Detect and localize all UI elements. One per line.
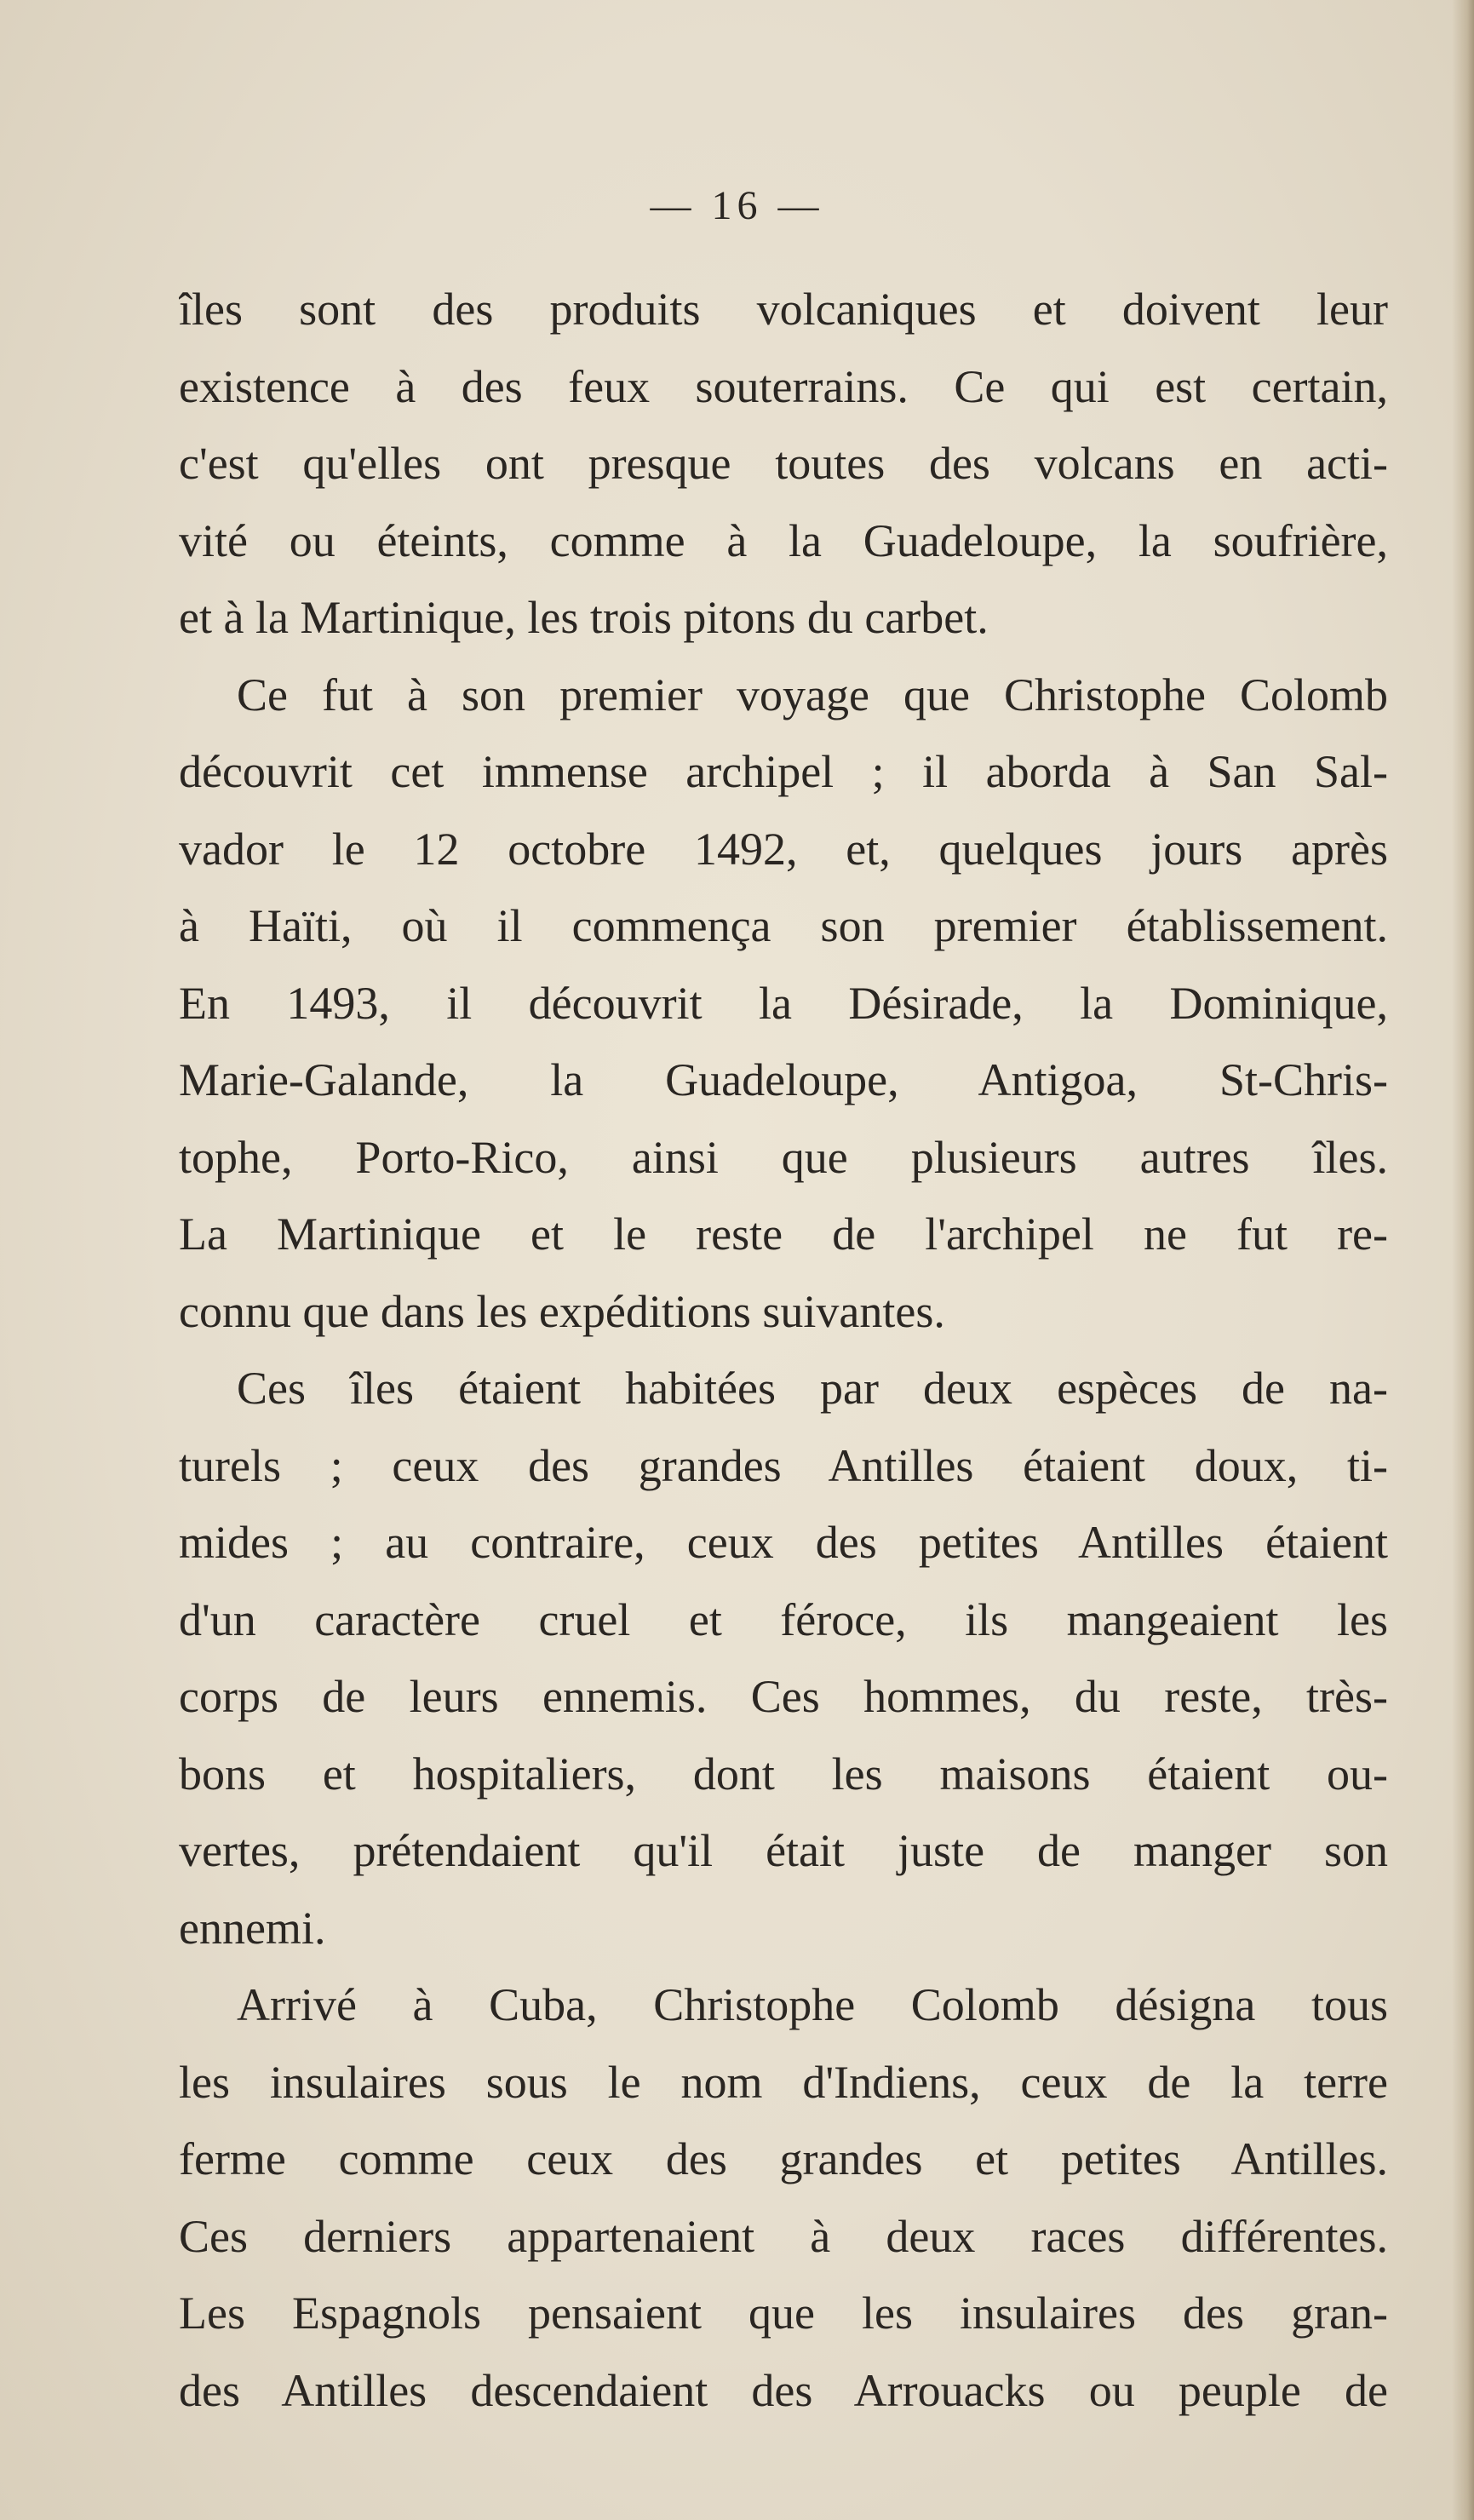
text-line: c'est qu'elles ont presque toutes des volcans en acti- [179,438,1388,489]
text-line: vité ou éteints, comme à la Guadeloupe, la soufrière, [179,514,1388,566]
paragraph-start-line: Ces îles étaient habitées par deux espèces de na- [237,1363,1388,1414]
text-line: découvrit cet immense archipel ; il aborda à San Sal- [179,746,1388,797]
paragraph-start-line: Ce fut à son premier voyage que Christophe Colomb [237,669,1388,720]
page-edge-shadow [1452,0,1474,2520]
text-line: ennemi. [179,1902,326,1954]
text-line: tophe, Porto-Rico, ainsi que plusieurs autres îles. [179,1131,1388,1183]
text-line: vador le 12 octobre 1492, et, quelques jours après [179,823,1388,875]
text-line: vertes, prétendaient qu'il était juste de manger son [179,1825,1388,1876]
page-number: — 16 — [650,183,824,228]
text-line: Les Espagnols pensaient que les insulaires des gran- [179,2288,1388,2339]
text-line: corps de leurs ennemis. Ces hommes, du reste, très- [179,1671,1388,1722]
text-line: à Haïti, où il commença son premier établissement. [179,900,1388,951]
text-line: existence à des feux souterrains. Ce qui est certain, [179,360,1388,412]
text-line: La Martinique et le reste de l'archipel ne fut re- [179,1208,1388,1260]
text-line: ferme comme ceux des grandes et petites Antilles. [179,2133,1388,2184]
text-line: turels ; ceux des grandes Antilles étaient doux, ti- [179,1439,1388,1491]
text-line: En 1493, il découvrit la Désirade, la Dominique, [179,977,1388,1029]
paragraph-start-line: Arrivé à Cuba, Christophe Colomb désigna tous [237,1979,1388,2030]
text-line: des Antilles descendaient des Arrouacks ou peuple de [179,2364,1388,2416]
body-text [179,271,1388,2429]
text-line: les insulaires sous le nom d'Indiens, ceux de la terre [179,2056,1388,2108]
text-line: bons et hospitaliers, dont les maisons étaient ou- [179,1748,1388,1800]
text-line: îles sont des produits volcaniques et doivent leur [179,284,1388,335]
text-line: mides ; au contraire, ceux des petites Antilles étaient [179,1517,1388,1568]
text-line: Ces derniers appartenaient à deux races différentes. [179,2210,1388,2262]
text-line: d'un caractère cruel et féroce, ils mangeaient les [179,1593,1388,1645]
text-line: et à la Martinique, les trois pitons du carbet. [179,592,989,643]
text-line: Marie-Galande, la Guadeloupe, Antigoa, St-Chris- [179,1054,1388,1105]
text-line: connu que dans les expéditions suivantes. [179,1285,945,1337]
